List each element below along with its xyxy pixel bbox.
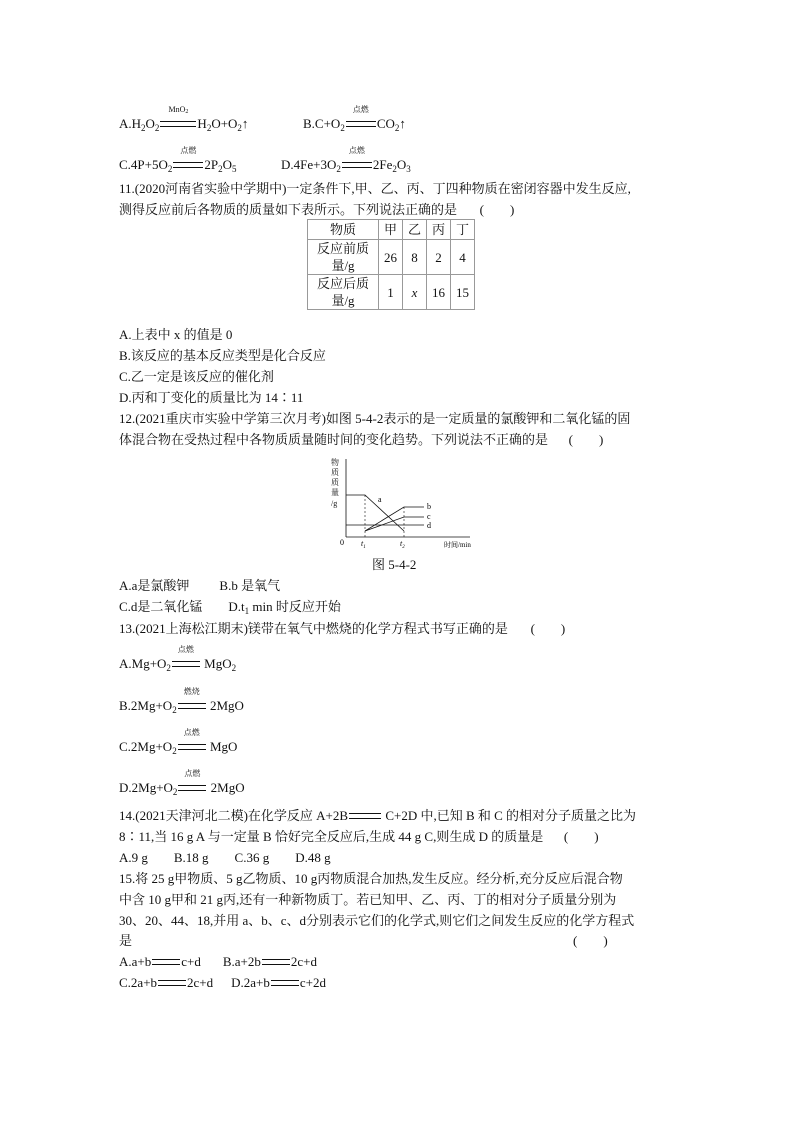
- series-a-label: a: [378, 495, 382, 504]
- table-cell: 16: [427, 275, 451, 310]
- table-cell: 2: [427, 240, 451, 275]
- table-header: 丁: [451, 220, 475, 240]
- table-cell: 15: [451, 275, 475, 310]
- q12-figure: [320, 455, 495, 555]
- q12-options-row2: C.d是二氧化锰 $D.t_1$ min 时反应开始: [119, 599, 341, 616]
- table-cell: 26: [379, 240, 403, 275]
- q11-stem-line1: 11.(2020河南省实验中学期中)一定条件下,甲、乙、丙、丁四种物质在密闭容器中发生反应,: [119, 181, 631, 196]
- q10-option-d: $D.4Fe+3O_2$ 点燃 $2Fe_2O_3$: [281, 146, 411, 174]
- origin-label: 0: [340, 538, 344, 547]
- table-row-label: 反应前质 量/g: [308, 240, 379, 275]
- series-c-line: [365, 517, 424, 531]
- q15-stem-line3: 30、20、44、18,并用 a、b、c、d分别表示它们的化学式,则它们之间发生反应的化学方程式: [119, 913, 635, 928]
- q11-option-a: A.上表中 x 的值是 0: [119, 327, 233, 342]
- q15-options-row2: C.2a+b 2c+d D.2a+b c+2d: [119, 975, 326, 990]
- q15-answer-blank[interactable]: ( ): [573, 933, 608, 948]
- table-header: 甲: [379, 220, 403, 240]
- q14-stem-line1: 14.(2021天津河北二模)在化学反应 A+2B C+2D 中,已知 B 和 C 的相对分子质量之比为: [119, 808, 637, 823]
- q12-options-row1: A.a是氯酸钾 B.b 是氧气: [119, 578, 281, 593]
- q11-option-b: B.该反应的基本反应类型是化合反应: [119, 348, 326, 363]
- q12-stem-line1: 12.(2021重庆市实验中学第三次月考)如图 5-4-2表示的是一定质量的氯酸钾和二氧化锰的固: [119, 411, 631, 426]
- y-axis-label: /g: [331, 499, 338, 508]
- x-axis-label: 时间/min: [444, 541, 471, 549]
- q12-stem-line2: 体混合物在受热过程中各物质质量随时间的变化趋势。下列说法不正确的是 ( ): [119, 431, 606, 449]
- q13-option-d: $D.2Mg+O_2$ 点燃 2MgO: [119, 769, 245, 797]
- table-cell: 8: [403, 240, 427, 275]
- table-row: [308, 240, 475, 275]
- y-axis-label: 物: [331, 458, 339, 467]
- q14-options: A.9 g B.18 g C.36 g D.48 g: [119, 850, 331, 865]
- q10-option-b: $B.C+O_2$ 点燃 $CO_2↑$: [303, 105, 406, 133]
- table-header: 丙: [427, 220, 451, 240]
- q13-stem: 13.(2021上海松江期末)镁带在氧气中燃烧的化学方程式书写正确的是 ( ): [119, 620, 568, 638]
- series-b-label: b: [427, 502, 431, 511]
- table-cell: x: [403, 275, 427, 310]
- q11-option-c: C.乙一定是该反应的催化剂: [119, 369, 274, 384]
- table-cell: 4: [451, 240, 475, 275]
- q13-option-c: $C.2Mg+O_2$ 点燃 MgO: [119, 728, 238, 756]
- q12-answer-blank[interactable]: ( ): [568, 432, 604, 447]
- y-axis-label: 量: [331, 488, 339, 497]
- q14-stem-line2: 8∶11,当 16 g A 与一定量 B 恰好完全反应后,生成 44 g C,则生成 D 的质量是 ( ): [119, 828, 601, 846]
- table-header: 物质: [308, 220, 379, 240]
- q11-answer-blank[interactable]: ( ): [479, 202, 515, 217]
- q15-stem-line1: 15.将 25 g甲物质、5 g乙物质、10 g丙物质混合加热,发生反应。经分析,充分反应后混合物: [119, 871, 623, 886]
- y-axis-label: 质: [331, 478, 339, 487]
- q15-options-row1: A.a+b c+d B.a+2b 2c+d: [119, 954, 317, 969]
- q12-figure-caption: 图 5-4-2: [372, 557, 417, 572]
- table-row: [308, 275, 475, 310]
- q11-mass-table: [307, 219, 475, 310]
- t1-label: $t_1$: [361, 539, 366, 550]
- q15-stem-line2: 中含 10 g甲和 21 g丙,还有一种新物质丁。若已知甲、乙、丙、丁的相对分子质量分别为: [119, 892, 617, 907]
- series-a-line: [346, 495, 404, 531]
- q13-option-b: $B.2Mg+O_2$ 燃烧 2MgO: [119, 687, 244, 715]
- table-row-label: 反应后质 量/g: [308, 275, 379, 310]
- q11-stem-line2: 测得反应前后各物质的质量如下表所示。下列说法正确的是 ( ): [119, 201, 517, 219]
- q10-option-c: $C.4P+5O_2$ 点燃 $2P_2O_5$: [119, 146, 237, 174]
- table-header: 乙: [403, 220, 427, 240]
- q10-option-a: $A.H_2O_2$ MnO$_2$ $H_2O+O_2↑$: [119, 105, 249, 133]
- q14-answer-blank[interactable]: ( ): [563, 829, 599, 844]
- t2-label: $t_2$: [400, 539, 405, 550]
- q15-stem-line4: 是: [119, 933, 133, 948]
- table-cell: 1: [379, 275, 403, 310]
- series-d-label: d: [427, 521, 431, 530]
- q13-answer-blank[interactable]: ( ): [530, 621, 566, 636]
- series-c-label: c: [427, 512, 431, 521]
- y-axis-label: 质: [331, 468, 339, 477]
- q11-option-d: D.丙和丁变化的质量比为 14∶11: [119, 390, 304, 405]
- table-row: [308, 220, 475, 240]
- q13-option-a: $A.Mg+O_2$ 点燃 MgO$_2$: [119, 645, 237, 673]
